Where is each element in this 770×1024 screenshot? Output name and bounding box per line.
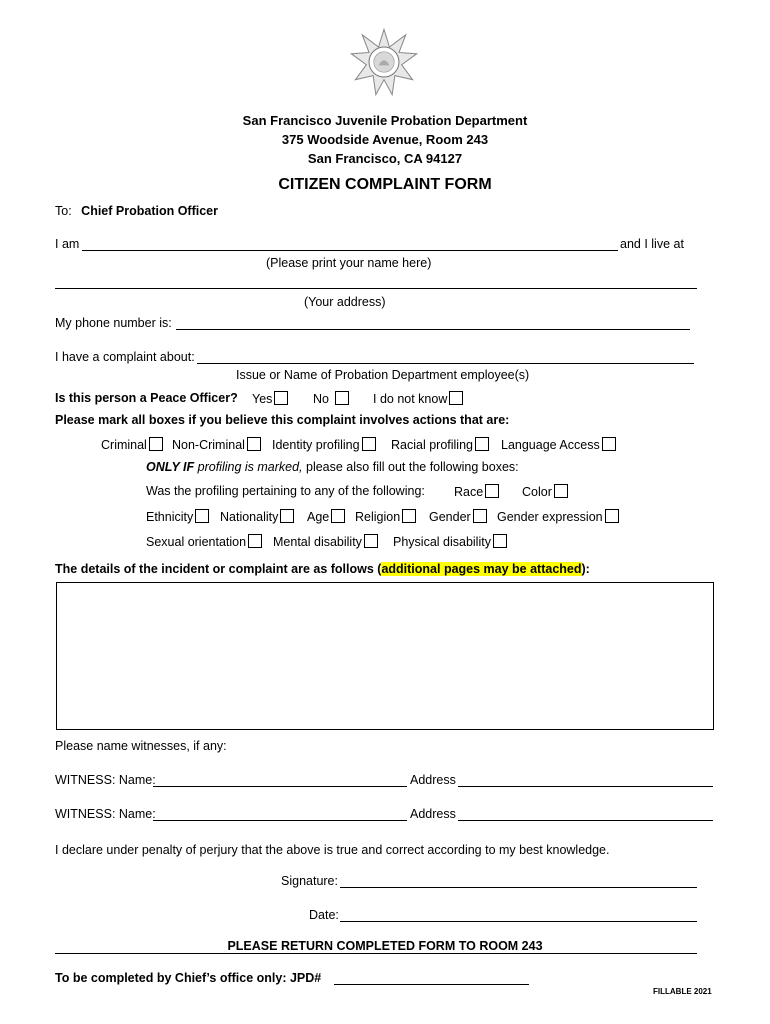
profiling-mental-disability-checkbox[interactable] <box>364 534 378 548</box>
profiling-color <box>522 484 568 500</box>
profiling-physical-disability-label: Physical disability <box>393 535 491 549</box>
category-racial-profiling <box>391 437 489 453</box>
profiling-religion <box>355 509 416 525</box>
witness2-name-line[interactable] <box>153 820 407 821</box>
to-label: To: <box>55 204 72 218</box>
category-criminal-label: Criminal <box>101 438 147 452</box>
peace-officer-no-checkbox[interactable] <box>335 391 349 405</box>
details-prefix: The details of the incident or complaint are as follows ( <box>55 562 382 576</box>
to-value: Chief Probation Officer <box>81 204 218 218</box>
mark-boxes-instruction: Please mark all boxes if you believe this complaint involves actions that are: <box>55 413 510 427</box>
department-address-line1: 375 Woodside Avenue, Room 243 <box>281 132 489 147</box>
profiling-mental-disability <box>273 534 378 550</box>
profiling-age <box>307 509 345 525</box>
profiling-gender-expression-checkbox[interactable] <box>605 509 619 523</box>
profiling-note <box>146 460 519 475</box>
category-identity-profiling-checkbox[interactable] <box>362 437 376 451</box>
jpd-number-line[interactable] <box>334 984 529 985</box>
peace-officer-yes-checkbox[interactable] <box>274 391 288 405</box>
profiling-race-checkbox[interactable] <box>485 484 499 498</box>
witness2-name-label: WITNESS: Name: <box>55 807 156 821</box>
return-note: PLEASE RETURN COMPLETED FORM TO ROOM 243 <box>227 939 543 953</box>
form-title: CITIZEN COMPLAINT FORM <box>278 176 492 193</box>
profiling-ethnicity-checkbox[interactable] <box>195 509 209 523</box>
profiling-race-label: Race <box>454 485 484 499</box>
name-hint: (Please print your name here) <box>266 256 432 270</box>
category-criminal <box>101 437 163 453</box>
date-label: Date: <box>309 908 339 922</box>
category-racial-profiling-label: Racial profiling <box>391 438 473 452</box>
profiling-gender-expression-label: Gender expression <box>497 510 603 524</box>
department-address-line2: San Francisco, CA 94127 <box>307 151 463 166</box>
witnesses-prompt: Please name witnesses, if any: <box>55 739 227 753</box>
profiling-note-prefix: ONLY IF <box>146 460 195 474</box>
peace-officer-yes-label: Yes <box>252 392 273 406</box>
details-textbox[interactable] <box>56 582 714 730</box>
profiling-ethnicity <box>146 509 209 525</box>
profiling-note-suffix: please also fill out the following boxes: <box>302 460 519 474</box>
profiling-sexual-orientation-label: Sexual orientation <box>146 535 247 549</box>
profiling-color-label: Color <box>522 485 552 499</box>
witness1-address-line[interactable] <box>458 786 713 787</box>
address-input-line[interactable] <box>55 288 697 289</box>
name-input-line[interactable] <box>82 250 618 251</box>
category-noncriminal-label: Non-Criminal <box>172 438 245 452</box>
office-use-label: To be completed by Chief’s office only: JPD# <box>55 971 322 985</box>
profiling-color-checkbox[interactable] <box>554 484 568 498</box>
profiling-nationality <box>220 509 294 525</box>
profiling-question: Was the profiling pertaining to any of the following: <box>146 484 425 498</box>
sfjpd-star-seal-icon <box>350 28 418 96</box>
complaint-label: I have a complaint about: <box>55 350 195 364</box>
profiling-age-label: Age <box>307 510 330 524</box>
details-instruction <box>55 562 590 577</box>
profiling-gender-checkbox[interactable] <box>473 509 487 523</box>
category-criminal-checkbox[interactable] <box>149 437 163 451</box>
peace-officer-question: Is this person a Peace Officer? <box>55 391 238 405</box>
address-hint: (Your address) <box>304 295 386 309</box>
category-language-access-label: Language Access <box>501 438 600 452</box>
profiling-religion-label: Religion <box>355 510 401 524</box>
peace-officer-no <box>313 391 349 407</box>
profiling-gender-label: Gender <box>429 510 471 524</box>
profiling-physical-disability <box>393 534 507 550</box>
profiling-sexual-orientation-checkbox[interactable] <box>248 534 262 548</box>
profiling-race <box>454 484 499 500</box>
witness2-address-line[interactable] <box>458 820 713 821</box>
profiling-gender-expression <box>497 509 619 525</box>
profiling-mental-disability-label: Mental disability <box>273 535 362 549</box>
details-suffix: ): <box>581 562 590 576</box>
phone-label: My phone number is: <box>55 316 172 330</box>
category-identity-profiling <box>272 437 376 453</box>
details-highlight: additional pages may be attached <box>381 562 582 576</box>
peace-officer-unknown-label: I do not know <box>373 392 448 406</box>
category-noncriminal <box>172 437 261 453</box>
name-suffix: and I live at <box>620 237 684 251</box>
profiling-physical-disability-checkbox[interactable] <box>493 534 507 548</box>
complaint-input-line[interactable] <box>197 363 694 364</box>
profiling-religion-checkbox[interactable] <box>402 509 416 523</box>
witness2-address-label: Address <box>410 807 456 821</box>
phone-input-line[interactable] <box>176 329 690 330</box>
profiling-nationality-checkbox[interactable] <box>280 509 294 523</box>
peace-officer-unknown <box>373 391 463 407</box>
profiling-note-middle: profiling is marked, <box>194 460 303 474</box>
signature-line[interactable] <box>340 887 697 888</box>
signature-label: Signature: <box>281 874 338 888</box>
witness1-name-line[interactable] <box>153 786 407 787</box>
peace-officer-no-label: No <box>313 392 329 406</box>
name-prefix: I am <box>55 237 80 251</box>
peace-officer-yes <box>252 391 288 407</box>
profiling-gender <box>429 509 487 525</box>
date-line[interactable] <box>340 921 697 922</box>
category-language-access-checkbox[interactable] <box>602 437 616 451</box>
witness1-address-label: Address <box>410 773 456 787</box>
witness1-name-label: WITNESS: Name: <box>55 773 156 787</box>
profiling-ethnicity-label: Ethnicity <box>146 510 194 524</box>
complaint-hint: Issue or Name of Probation Department employee(s) <box>236 368 530 382</box>
category-language-access <box>501 437 616 453</box>
profiling-sexual-orientation <box>146 534 262 550</box>
to-row <box>55 204 218 219</box>
profiling-age-checkbox[interactable] <box>331 509 345 523</box>
peace-officer-unknown-checkbox[interactable] <box>449 391 463 405</box>
profiling-nationality-label: Nationality <box>220 510 279 524</box>
department-name: San Francisco Juvenile Probation Department <box>242 113 528 128</box>
category-racial-profiling-checkbox[interactable] <box>475 437 489 451</box>
declaration-text: I declare under penalty of perjury that the above is true and correct according to my best knowledge. <box>55 843 610 857</box>
footer-tag: FILLABLE 2021 <box>653 987 712 996</box>
category-identity-profiling-label: Identity profiling <box>272 438 360 452</box>
category-noncriminal-checkbox[interactable] <box>247 437 261 451</box>
